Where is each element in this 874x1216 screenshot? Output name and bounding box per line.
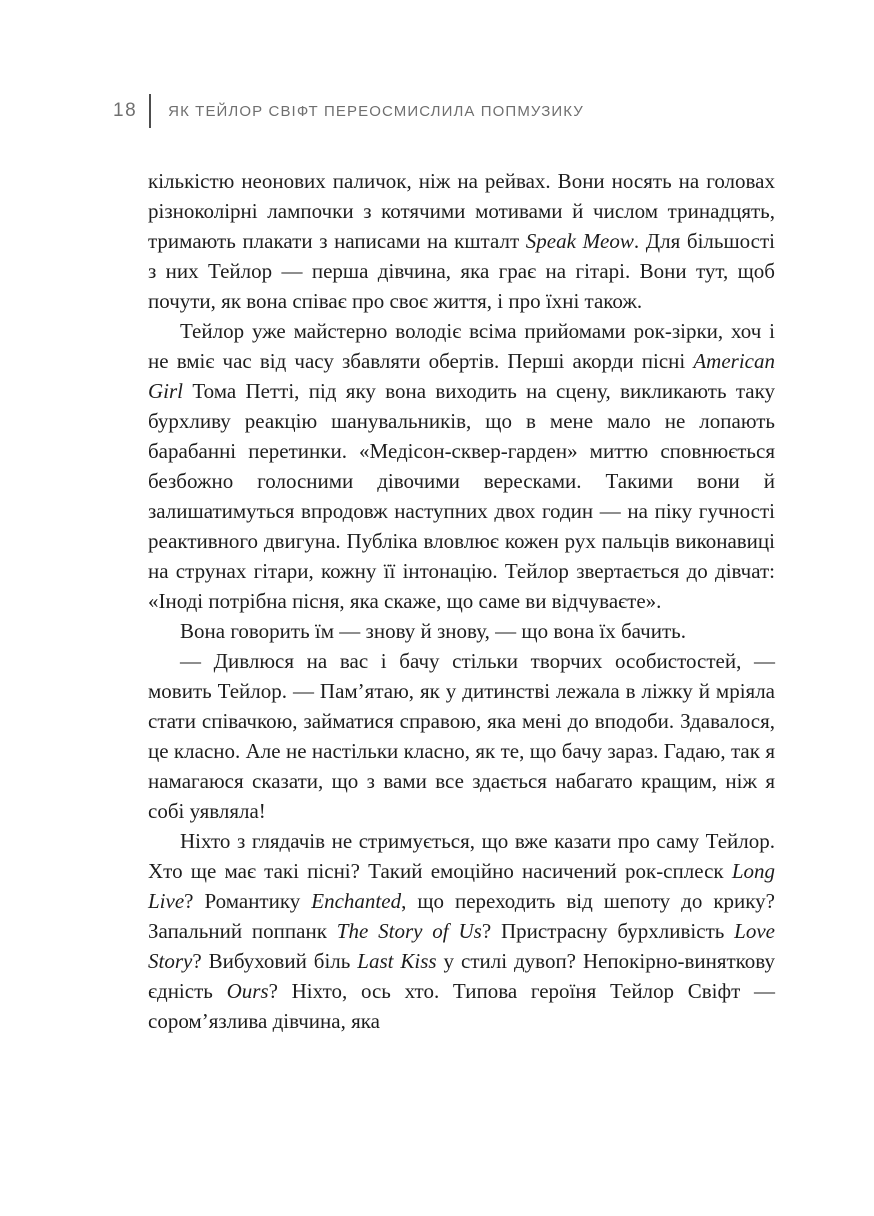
italic-text-run: Last Kiss <box>357 949 437 973</box>
text-run: Тейлор уже майстерно володіє всіма прийомами рок-зірки, хоч і не вміє час від часу збавляти обертів. Перші акорди пісні <box>148 319 775 373</box>
italic-text-run: Love Story <box>148 919 775 973</box>
text-run: у стилі дувоп? Непокірно-виняткову єдність <box>148 949 776 1003</box>
italic-text-run: Ours <box>226 979 269 1003</box>
italic-text-run: The Story of Us <box>336 919 482 943</box>
text-run: кількістю неонових паличок, ніж на рейвах. Вони носять на головах різноколірні лампочки з котячими мотивами й числом тринадцять, тримають плакати з написами на кшталт <box>148 169 775 253</box>
page-number: 18 <box>113 100 138 121</box>
paragraph <box>148 316 775 616</box>
text-run: ? Пристрасну бурхливість <box>481 919 735 943</box>
text-run: — Дивлюся на вас і бачу стільки творчих особистостей, — мовить Тейлор. — Пам’ятаю, як у дитинстві лежала в ліжку й мріяла стати співачкою, займатися справою, яка мені до вподоби. Здавалося, це класно. Але не настільки класно, як те, що бачу зараз. Гадаю, так я намагаюся сказати, що з вами все здається набагато кращим, ніж я собі уявляла! <box>148 649 775 823</box>
text-run: , що переходить від шепоту до крику? Запальний поппанк <box>148 889 776 943</box>
body-text <box>148 166 775 1036</box>
text-run: Ніхто з глядачів не стримується, що вже казати про саму Тейлор. Хто ще має такі пісні? Такий емоційно насичений рок-сплеск <box>148 829 775 883</box>
text-run: ? Романтику <box>184 889 312 913</box>
header-divider <box>149 94 151 128</box>
text-run: . Для більшості з них Тейлор — перша дівчина, яка грає на гітарі. Вони тут, щоб почути, як вона співає про своє життя, і про їхні також. <box>148 229 775 313</box>
text-run: Тома Петті, під яку вона виходить на сцену, викликають таку бурхливу реакцію шанувальників, що в мене мало не лопають барабанні перетинки. «Медісон-сквер-гарден» миттю сповнюється безбожно голосними дівочими вересками. Такими вони й залишатимуться впродовж наступних двох годин — на піку гучності реактивного двигуна. Публіка вловлює кожен рух пальців виконавиці на струнах гітари, кожну її інтонацію. Тейлор звертається до дівчат: «Іноді потрібна пісня, яка скаже, що саме ви відчуваєте». <box>148 379 775 613</box>
italic-text-run: Speak Meow <box>525 229 634 253</box>
text-run: ? Ніхто, ось хто. Типова героїня Тейлор Свіфт — сором’язлива дівчина, яка <box>148 979 775 1033</box>
italic-text-run: American Girl <box>148 349 775 403</box>
running-title: ЯК ТЕЙЛОР СВІФТ ПЕРЕОСМИСЛИЛА ПОПМУЗИКУ <box>168 103 584 120</box>
text-run: ? Вибуховий біль <box>192 949 358 973</box>
text-run: Вона говорить їм — знову й знову, — що вона їх бачить. <box>180 619 686 643</box>
paragraph <box>148 616 775 646</box>
page-header <box>113 92 775 130</box>
italic-text-run: Enchanted <box>311 889 402 913</box>
paragraph <box>148 646 775 826</box>
italic-text-run: Long Live <box>148 859 775 913</box>
paragraph <box>148 166 775 316</box>
paragraph <box>148 826 775 1036</box>
